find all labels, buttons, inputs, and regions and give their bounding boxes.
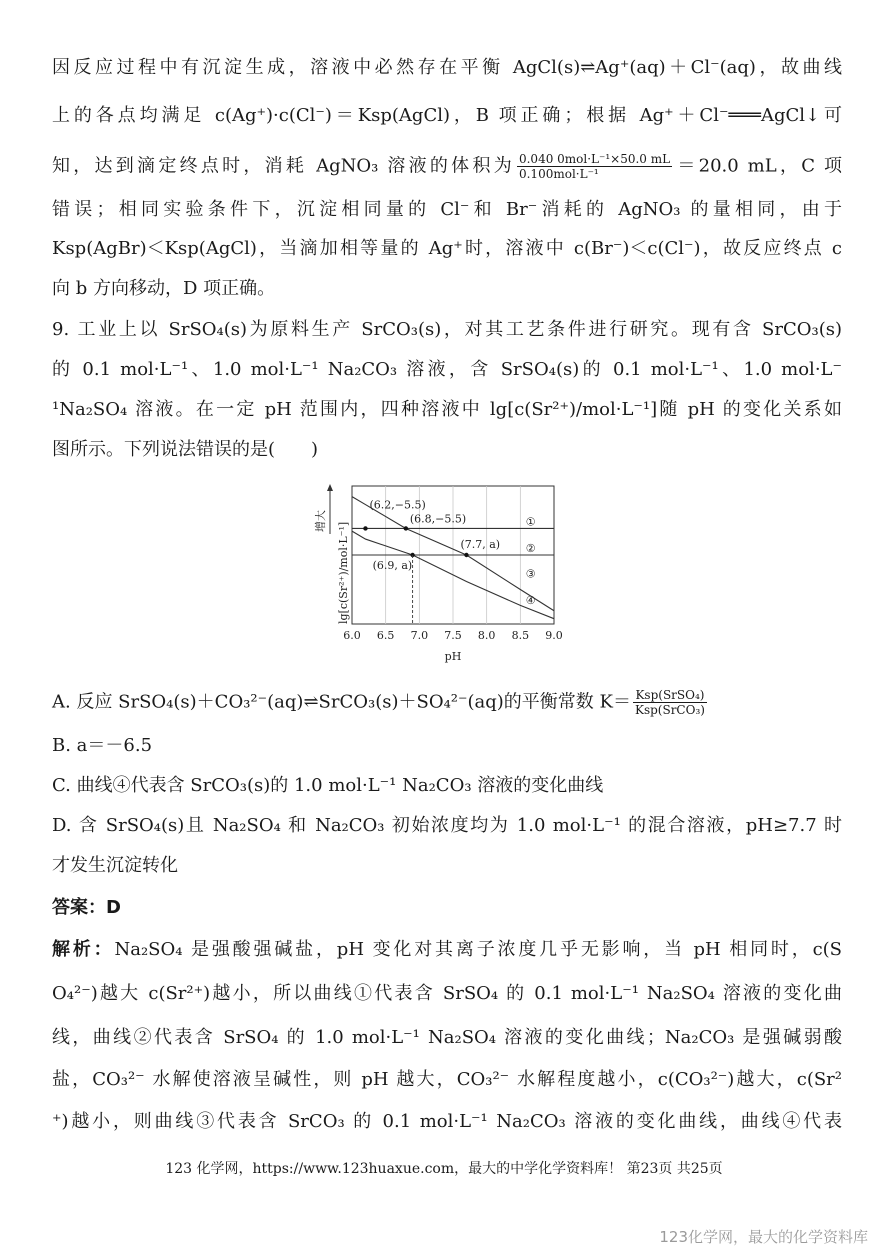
answer-label: 答案： <box>52 897 106 918</box>
equilibrium-fraction <box>633 688 707 717</box>
question-line-4: 图所示。下列说法错误的是( ) <box>52 439 319 460</box>
analysis-line-1 <box>52 938 842 962</box>
x-tick-label-9.0: 9.0 <box>545 629 563 642</box>
text-line-1: 因反应过程中有沉淀生成，溶液中必然存在平衡 AgCl(s)⇌Ag⁺(aq)＋Cl⁻(aq)，故曲线 <box>52 57 842 78</box>
volume-fraction-den: 0.100mol·L⁻¹ <box>518 167 599 181</box>
equilibrium-fraction-num: Ksp(SrSO₄) <box>633 688 707 703</box>
sr-concentration-chart <box>314 474 568 666</box>
point-marker-3 <box>464 553 468 557</box>
answer-line <box>52 896 842 920</box>
page-footer: 123 化学网，https://www.123huaxue.com，最大的中学化学资料库！ 第23页 共25页 <box>165 1161 723 1177</box>
text-line-5: Ksp(AgBr)＜Ksp(AgCl)，当滴加相等量的 Ag⁺时，溶液中 c(Br⁻)＜c(Cl⁻)，故反应终点 c <box>52 238 842 259</box>
analysis-first-text: Na₂SO₄ 是强酸强碱盐，pH 变化对其离子浓度几乎无影响，当 pH 相同时，c(S <box>114 939 843 960</box>
point-marker-2 <box>404 526 408 530</box>
text-line-3-after: ＝20.0 mL，C 项 <box>674 155 842 177</box>
analysis-line-4: 盐，CO₃²⁻ 水解使溶液呈碱性，则 pH 越大，CO₃²⁻ 水解程度越小，c(CO₃²⁻)越大，c(Sr² <box>52 1069 842 1090</box>
curve-label-1: ① <box>525 515 536 529</box>
text-line-6: 向 b 方向移动，D 项正确。 <box>52 278 276 299</box>
point-marker-1 <box>363 526 367 530</box>
curve-label-4: ④ <box>525 594 536 608</box>
option-d-line-1: D. 含 SrSO₄(s)且 Na₂SO₄ 和 Na₂CO₃ 初始浓度均为 1.0 mol·L⁻¹ 的混合溶液，pH≥7.7 时 <box>52 815 842 836</box>
y-axis-label: lg[c(Sr²⁺)/mol·L⁻¹] <box>337 521 350 624</box>
text-line-3-before: 知，达到滴定终点时，消耗 AgNO₃ 溶液的体积为 <box>52 155 515 177</box>
volume-fraction-num: 0.040 0mol·L⁻¹×50.0 mL <box>518 152 671 166</box>
volume-fraction <box>517 152 672 181</box>
answer-value: D <box>106 897 121 918</box>
x-tick-label-6.5: 6.5 <box>376 629 395 642</box>
question-line-2: 的 0.1 mol·L⁻¹、1.0 mol·L⁻¹ Na₂CO₃ 溶液，含 SrSO₄(s)的 0.1 mol·L⁻¹、1.0 mol·L⁻ <box>52 359 842 380</box>
x-tick-label-8.5: 8.5 <box>511 629 530 642</box>
text-line-3 <box>52 152 842 181</box>
point-label-2: (6.8,−5.5) <box>409 512 467 526</box>
y-arrow-label: 增大 <box>314 510 327 532</box>
point-label-3: (7.7, a) <box>460 538 501 551</box>
analysis-line-2: O₄²⁻)越大 c(Sr²⁺)越小，所以曲线①代表含 SrSO₄ 的 0.1 mol·L⁻¹ Na₂SO₄ 溶液的变化曲 <box>52 983 842 1004</box>
question-line-1: 9. 工业上以 SrSO₄(s)为原料生产 SrCO₃(s)，对其工艺条件进行研究。现有含 SrCO₃(s) <box>52 319 842 340</box>
text-line-4: 错误；相同实验条件下，沉淀相同量的 Cl⁻和 Br⁻消耗的 AgNO₃ 的量相同，由于 <box>52 199 842 220</box>
x-tick-label-8.0: 8.0 <box>477 629 496 642</box>
option-a-text: A. 反应 SrSO₄(s)＋CO₃²⁻(aq)⇌SrCO₃(s)＋SO₄²⁻(aq)的平衡常数 K＝ <box>52 691 631 713</box>
analysis-line-5: ⁺)越小，则曲线③代表含 SrCO₃ 的 0.1 mol·L⁻¹ Na₂CO₃ 溶液的变化曲线，曲线④代表 <box>52 1111 842 1132</box>
analysis-label: 解析： <box>52 939 115 960</box>
equilibrium-fraction-den: Ksp(SrCO₃) <box>634 703 705 717</box>
option-d-line-2: 才发生沉淀转化 <box>52 855 178 876</box>
y-axis-arrowhead <box>327 484 333 491</box>
option-c: C. 曲线④代表含 SrCO₃(s)的 1.0 mol·L⁻¹ Na₂CO₃ 溶液的变化曲线 <box>52 775 604 796</box>
option-a <box>52 688 842 717</box>
curve-label-2: ② <box>525 542 536 555</box>
site-watermark: 123化学网，最大的化学资料库 <box>659 1228 868 1246</box>
text-line-2: 上的各点均满足 c(Ag⁺)·c(Cl⁻)＝Ksp(AgCl)，B 项正确；根据 Ag⁺＋Cl⁻═══AgCl↓可 <box>52 105 842 126</box>
option-b: B. a＝－6.5 <box>52 735 153 756</box>
point-label-1: (6.2,−5.5) <box>369 498 426 512</box>
point-label-4: (6.9, a) <box>372 559 413 572</box>
x-axis-label: pH <box>444 650 462 663</box>
curve-label-3: ③ <box>525 567 536 581</box>
x-tick-label-6.0: 6.0 <box>343 629 361 642</box>
x-tick-label-7.0: 7.0 <box>410 629 429 642</box>
analysis-line-3: 线，曲线②代表含 SrSO₄ 的 1.0 mol·L⁻¹ Na₂SO₄ 溶液的变化曲线；Na₂CO₃ 是强碱弱酸 <box>52 1027 842 1048</box>
question-line-3: ¹Na₂SO₄ 溶液。在一定 pH 范围内，四种溶液中 lg[c(Sr²⁺)/mol·L⁻¹]随 pH 的变化关系如 <box>52 399 842 420</box>
x-tick-label-7.5: 7.5 <box>444 629 462 642</box>
